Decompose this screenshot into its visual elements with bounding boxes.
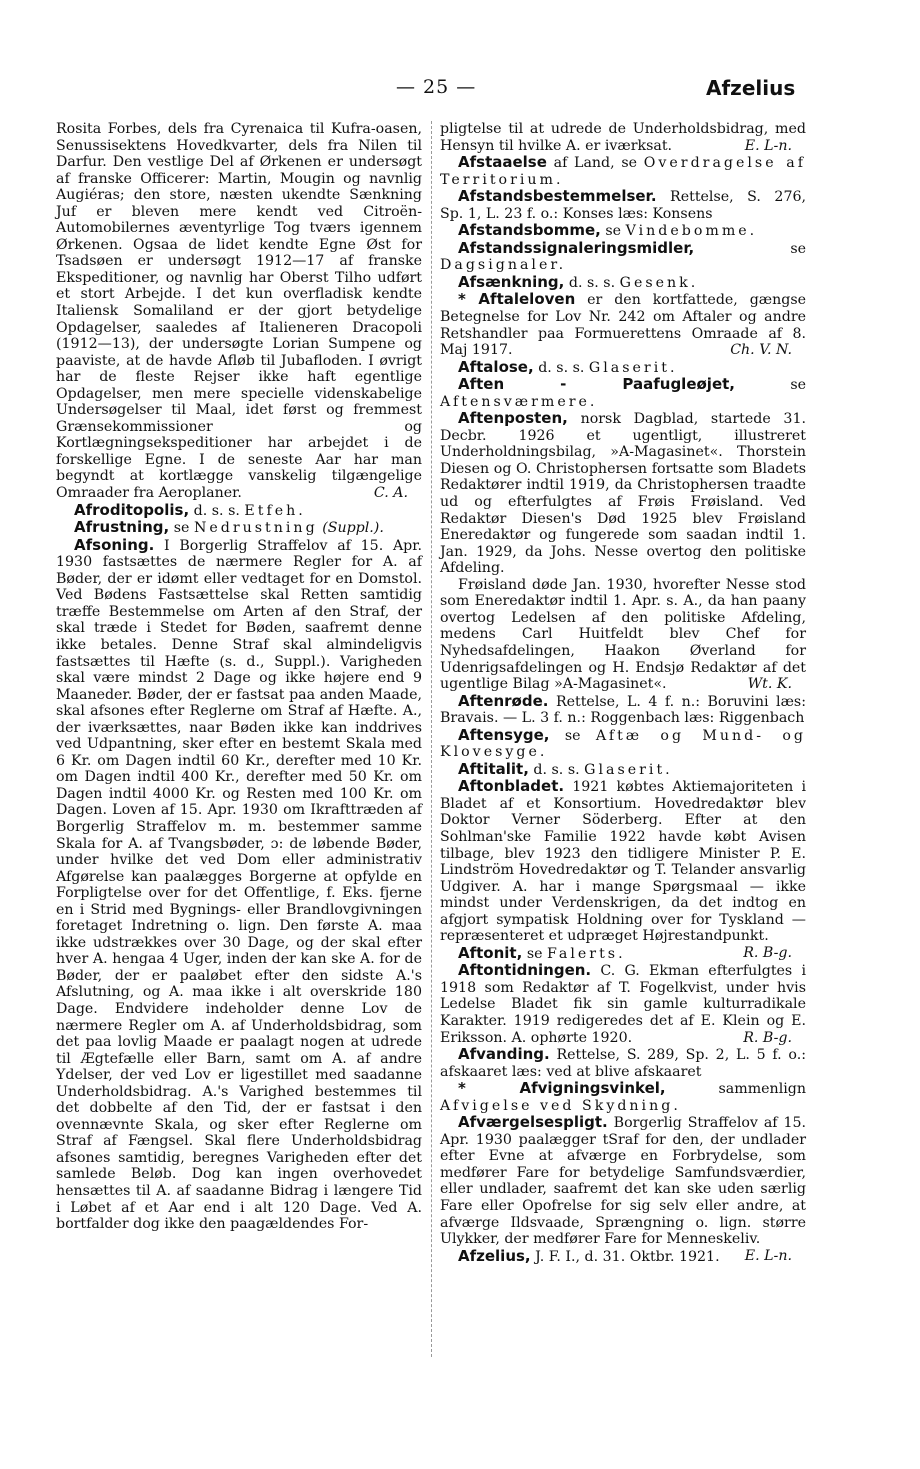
right-column	[440, 121, 806, 1265]
entry-aftenposten-cont: Frøisland døde Jan. 1930, hvorefter Nesse stod som Eneredaktør indtil 1. Apr. s. A., da han paany overtog Ledelsen af den politiske Afdeling, medens Carl Huitfeldt blev Chef for Nyhedsafdelingen, Haakon Øverland for Udenrigsafdelingen og H. Endsjø Redaktør af det ugentlige Bilag »A-Magasinet«. Wt. K.	[440, 576, 806, 693]
entry-aftitalit: Aftitalit, d. s. s. Glaserit.	[458, 759, 673, 778]
entry-afsoning: Afsoning. I Borgerlig Straffelov af 15. Apr. 1930 fastsættes de nærmere Regler for A. af Bøder, der er idømt eller vedtaget for en Domstol. Ved Bødens Fastsættelse skal Retten samtidig træffe Bestemmelse om Arten af den Straf, der skal træde i Stedet for Bøden, saafremt denne ikke betales. Denne Straf skal almindeligvis fastsættes til Hæfte (s. d., Suppl.). Varigheden skal være mindst 2 Dage og ikke højere end 9 Maaneder. Bøder, der er fastsat paa anden Maade, skal afsones efter Reglerne om Straf af Hæfte. A., der iværksættes, naar Bøden ikke kan inddrives ved Udpantning, sker efter en bestemt Skala med 6 Kr. om Dagen indtil 60 Kr., derefter med 10 Kr. om Dagen indtil 400 Kr., derefter med 50 Kr. om Dagen indtil 4000 Kr. og Resten med 100 Kr. om Dagen. Loven af 15. Apr. 1930 om Ikrafttræden af Borgerlig Straffelov m. m. bestemmer samme Skala for A. af Tvangsbøder, ɔ: de løbende Bøder, under hvilke det ved Dom eller administrativ Afgørelse kan paalægges Borgerne at opfylde en Forpligtelse over for det Offentlige, f. Eks. fjerne en i Strid med Bygnings- eller Brandlovgivningen foretaget Indretning o. lign. Den første A. maa ikke udstrækkes over 30 Dage, og der skal efter hver A. hengaa 4 Uger, inden der kan ske A. for de Bøder, der er paaløbet efter den sidste A.'s Afslutning, og A. maa ikke i alt overskride 180 Dage. Endvidere indeholder denne Lov de nærmere Regler om A. af Underholdsbidrag, som det paa lovlig Maade er paalagt nogen at udrede til Ægtefælle eller Barn, samt om A. af andre Ydelser, der ved Lov er ligestillet med saadanne Underholdsbidrag. A.'s Varighed bestemmes til det dobbelte af den Tid, der er fastsat i den ovennævnte Skala, og sker efter Reglerne om Straf af Fængsel. Skal flere Underholdsbidrag afsones samtidig, beregnes Varigheden efter det samlede Beløb. Dog kan ingen overhovedet hensættes til A. af saadanne Bidrag i længere Tid i Løbet af et Aar end i alt 120 Dage. Ved A. bortfalder dog ikke den paagældendes For-	[56, 535, 422, 1233]
entry-afroditopolis: Afroditopolis, d. s. s. Etfeh.	[74, 500, 306, 519]
entry-aftaleloven: * Aftaleloven er den kortfattede, gængse Betegnelse for Lov Nr. 242 om Aftaler og andre Retshandler paa Formuerettens Omraade af 8. Maj 1917. Ch. V. N.	[440, 290, 807, 359]
entry-aftonbladet: Aftonbladet. 1921 købtes Aktiemajoriteten i Bladet af et Konsortium. Hovedredaktør blev Doktor Verner Söderberg. Efter at den Sohlman'ske Familie 1922 havde købt Avisen tilbage, blev 1923 den tidligere Minister P. E. Lindström Hovedredaktør og T. Telander ansvarlig Udgiver. A. har i mange Spørgsmaal — ikke mindst under Verdenskrigen, da det indtog en afgjort sympatisk Holdning over for Tyskland — repræsenteret et udpræget Højrestandpunkt.	[440, 777, 806, 945]
entry-afvaergelsespligt: Afværgelsespligt. Borgerlig Straffelov af 15. Apr. 1930 paalægger tSraf for den, der undlader efter Evne at afværge en Forbrydelse, som medfører Fare for betydelige Samfundsværdier, eller undlader, saafremt det kan ske uden særlig Fare eller Opofrelse for sig selv eller andre, at afværge Ildsvaade, Sprængning o. lign. større Ulykker, der medfører Fare for Menneskeliv. E. L-n.	[440, 1113, 807, 1264]
entry-afzelius: Afzelius, J. F. I., d. 31. Oktbr. 1921.	[458, 1246, 720, 1265]
entry-rosita-continuation: Rosita Forbes, dels fra Cyrenaica til Kufra-oasen, Senussisektens Hovedkvarter, dels fra Nilen til Darfur. Den vestlige Del af Ørkenen er undersøgt af franske Officerer: Martin, Mougin og navnlig Augiéras; den store, næsten ukendte Sænkning Juf er bleven mere kendt ved Citroën-Automobilernes æventyrlige Tog tværs igennem Ørkenen. Ogsaa de lidet kendte Egne Øst for Tsadsøen er undersøgt 1912—17 af franske Ekspeditioner, og navnlig har Oberst Tilho udført et stort Arbejde. I det kun overfladisk kendte Italiensk Somaliland er der gjort betydelige Opdagelser, saaledes af Italieneren Dracopoli (1912—13), der undersøgte Lorian Sumpene og paaviste, at de havde Afløb til Jubafloden. I øvrigt har de fleste Rejser ikke haft egentlige Opdagelser, men mere specielle videnskabelige Undersøgelser til Maal, idet først og fremmest Grænsekommissioner og Kortlægningsekspeditioner har arbejdet i de forskellige Egne. I de seneste Aar har man begyndt at kortlægge vanskelig tilgængelige Omraader fra Aeroplaner. C. A.	[56, 121, 422, 502]
running-head: Afzelius	[706, 76, 796, 100]
entry-afstaaelse: Afstaaelse af Land, se Overdragelse af Territorium.	[440, 153, 807, 188]
entry-aften-paafugleojet: Aften - Paafugleøjet, se Aftensværmere.	[440, 375, 806, 410]
entry-aftonit: Aftonit, se Falerts. R. B-g.	[458, 943, 792, 962]
entry-aftensyge: Aftensyge, se Aftæ og Mund- og Klovesyge.	[440, 725, 806, 761]
entry-afstandsbestemmelser: Afstandsbestemmelser. Rettelse, S. 276, Sp. 1, L. 23 f. o.: Konses læs: Konsens	[440, 187, 807, 222]
page-number: — 25 —	[396, 76, 477, 98]
entry-aftontidningen: Aftontidningen. C. G. Ekman efterfulgtes i 1918 som Redaktør af T. Fogelkvist, under hvis Ledelse Bladet fik sin gamle kulturradikale Karakter. 1919 redigeredes det af E. Klein og E. Eriksson. A. ophørte 1920. R. B-g.	[440, 961, 806, 1046]
entry-aftalose: Aftalose, d. s. s. Glaserit.	[458, 357, 678, 376]
left-column	[56, 121, 422, 1233]
entry-afsaenkning: Afsænkning, d. s. s. Gesenk.	[458, 272, 699, 291]
entry-aftenposten: Aftenposten, norsk Dagblad, startede 31. Decbr. 1926 et ugentligt, illustreret Underholdningsbilag, »A-Magasinet«. Thorstein Diesen og O. Christophersen fortsatte som Bladets Redaktører indtil 1919, da Christophersen traadte ud og efterfulgtes af Frøis Frøisland. Ved Redaktør Diesen's Død 1925 blev Frøisland Eneredaktør og fungerede som saadan indtil 1. Jan. 1929, da Johs. Nesse overtog den politiske Afdeling.	[440, 409, 806, 577]
entry-afstandssignaleringsmidler: Afstandssignaleringsmidler, se Dagsignaler.	[440, 238, 806, 274]
entry-aftenrode: Aftenrøde. Rettelse, L. 4 f. n.: Boruvini læs: Bravais. — L. 3 f. n.: Roggenbach læs: Riggenbach	[440, 691, 806, 727]
signature: C. A.	[373, 485, 408, 502]
entry-afvigningsvinkel: * Afvigningsvinkel, sammenlign Afvigelse ved Skydning.	[440, 1079, 806, 1114]
entry-afrustning: Afrustning, se Nedrustning (Suppl.).	[74, 518, 384, 537]
entry-afstandsbomme: Afstandsbomme, se Vindebomme.	[458, 221, 758, 240]
entry-afsoning-continuation: pligtelse til at udrede de Underholdsbidrag, med Hensyn til hvilke A. er iværksat. E. L-n.	[440, 121, 806, 154]
entry-afvanding: Afvanding. Rettelse, S. 289, Sp. 2, L. 5 f. o.: afskaaret læs: ved at blive afskaaret	[440, 1045, 806, 1080]
column-divider	[431, 121, 432, 1357]
